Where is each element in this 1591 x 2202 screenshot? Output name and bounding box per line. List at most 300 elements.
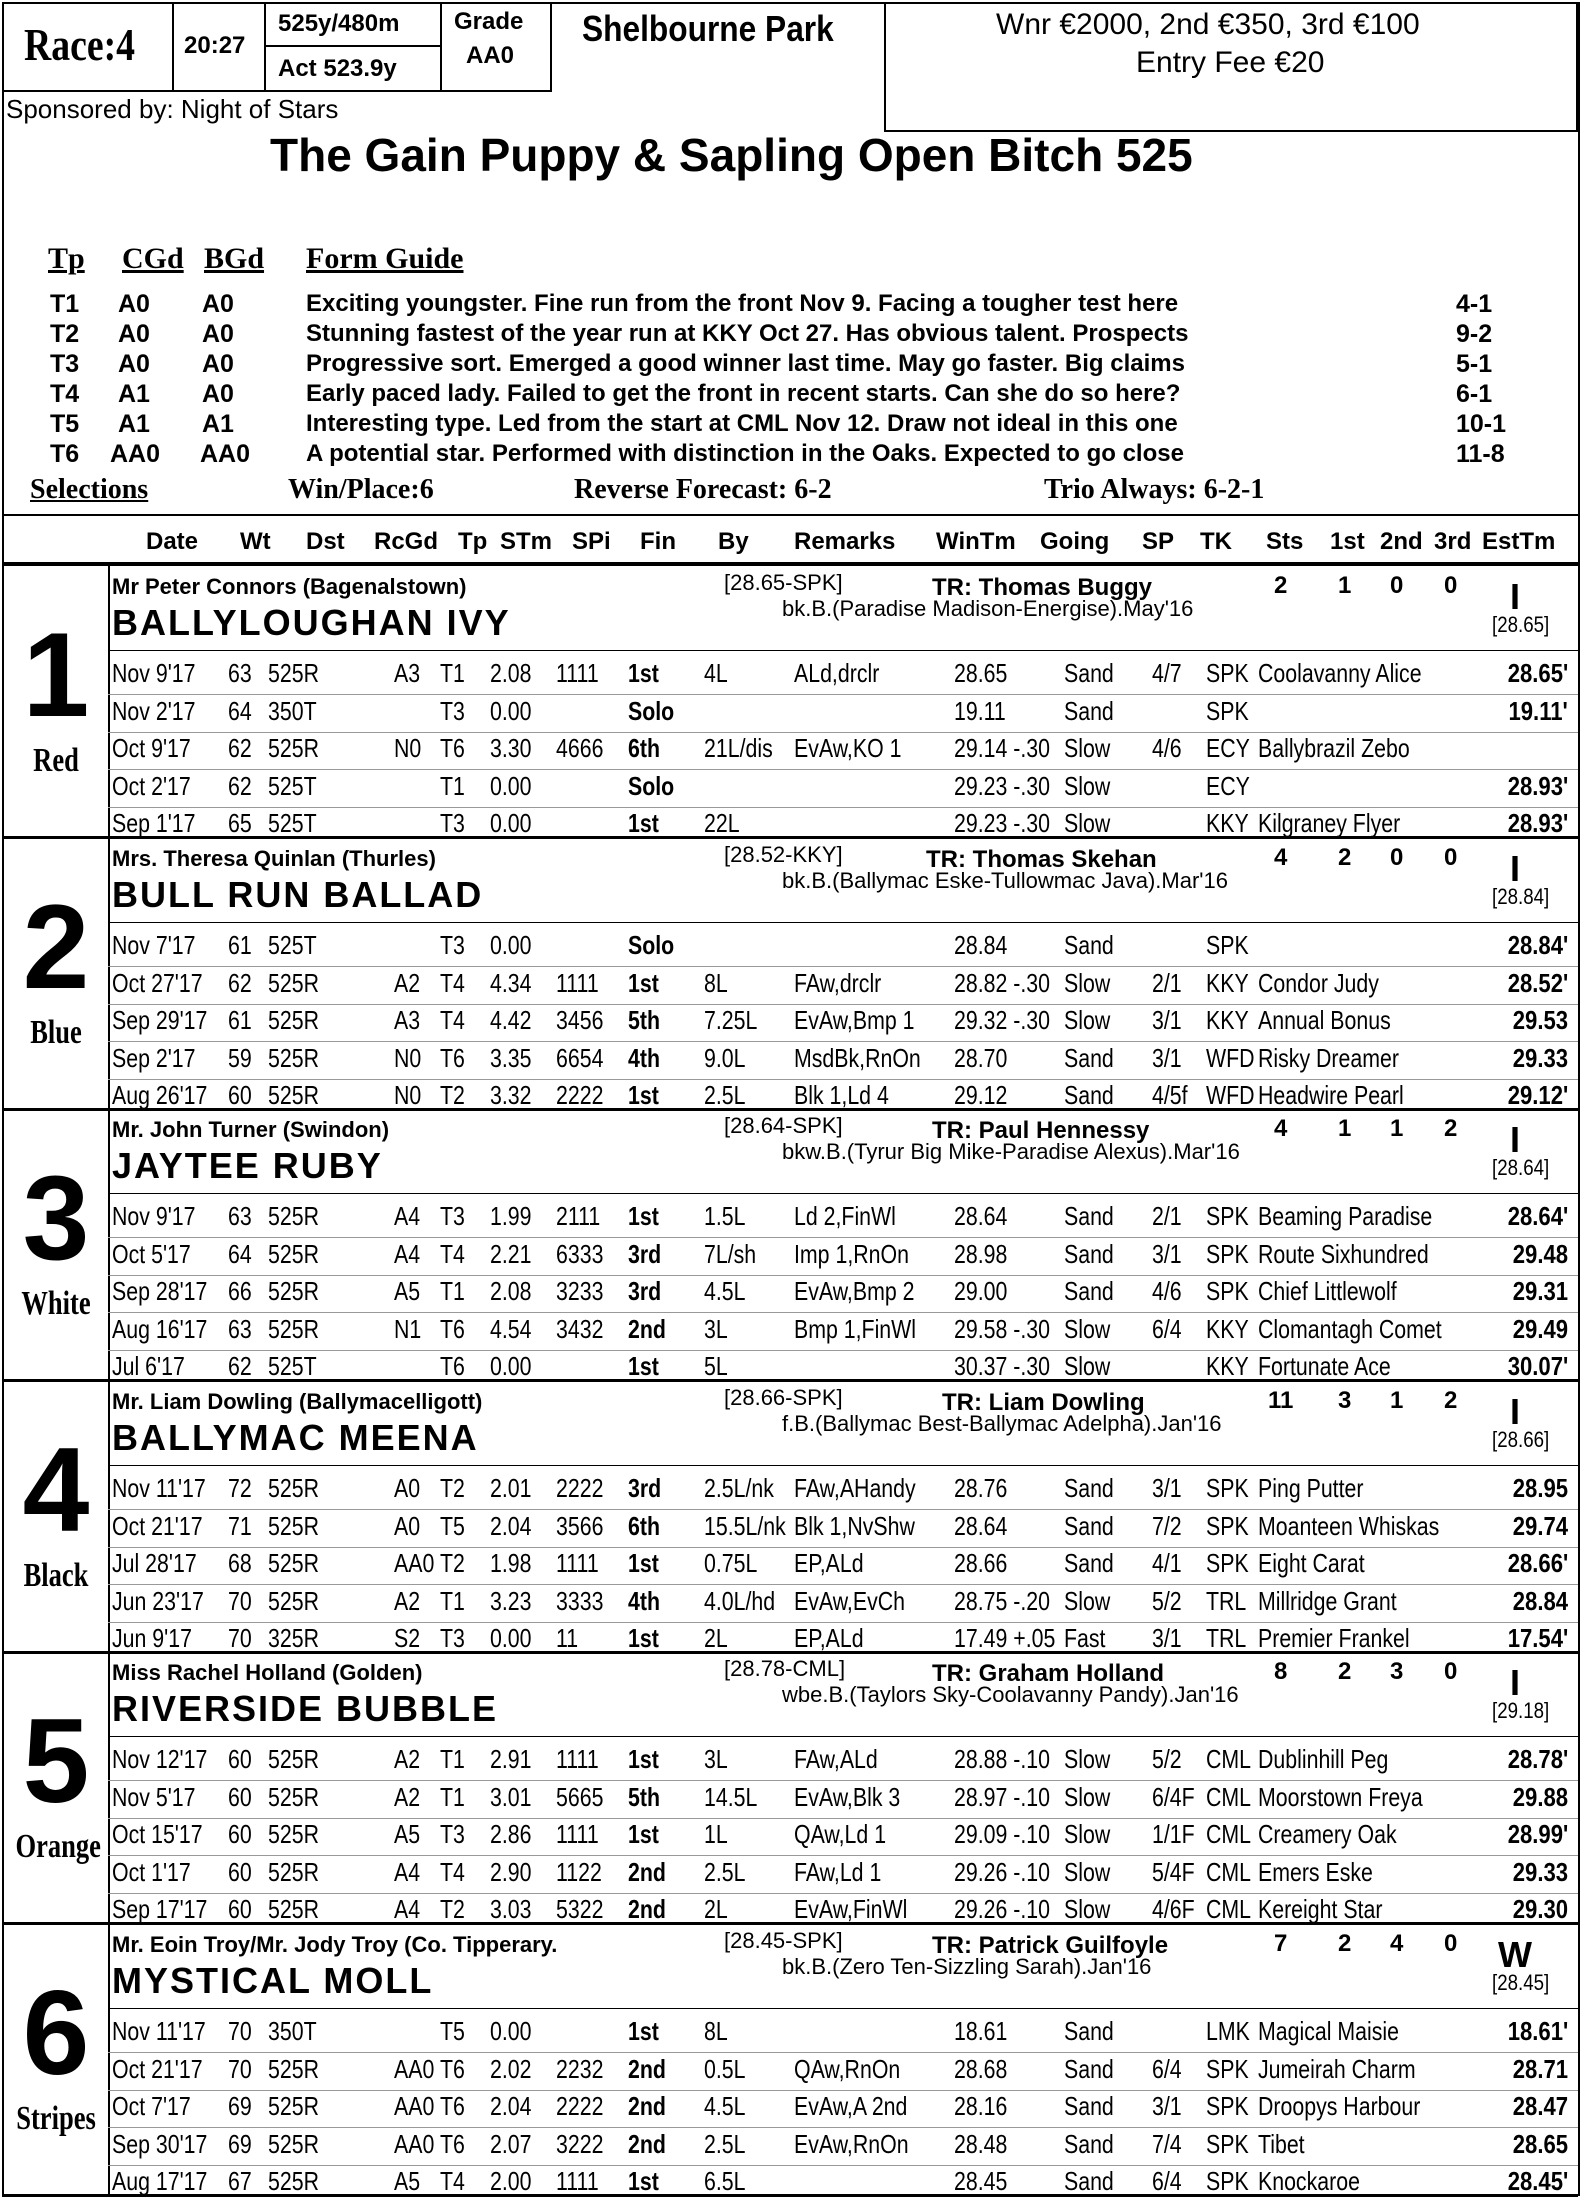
cell-fin: 2nd [628, 2054, 666, 2084]
cell-rcgd: A0 [394, 1473, 421, 1503]
cell-stm: 2.08 [490, 658, 532, 688]
cell-wt: 62 [228, 968, 252, 998]
cell-wt: 63 [228, 1201, 252, 1231]
cell-date: Oct 27'17 [112, 968, 203, 998]
cell-sp: 5/2 [1152, 1586, 1182, 1616]
cell-tk: SPK [1206, 1201, 1249, 1231]
cell-spi: 3456 [556, 1005, 604, 1035]
trap-number: 3 [22, 1151, 90, 1285]
cell-stm: 2.07 [490, 2129, 532, 2159]
est-time-bracket: [28.45] [1492, 1970, 1550, 1995]
cell-dst: 525T [268, 1351, 317, 1381]
fg-text: Progressive sort. Emerged a good winner last time. May go faster. Big claims [306, 350, 1185, 377]
cell-stm: 2.86 [490, 1819, 532, 1849]
cell-sp: 3/1 [1152, 1473, 1182, 1503]
cell-spi: 3222 [556, 2129, 604, 2159]
race-distance: 525y/480m [278, 10, 400, 37]
cell-tk: LMK [1206, 2016, 1250, 2046]
cell-opp: Creamery Oak [1258, 1819, 1397, 1849]
cell-date: Sep 1'17 [112, 808, 196, 838]
cell-by: 15.5L/nk [704, 1511, 786, 1541]
fg-odds: 4-1 [1456, 290, 1493, 318]
runner-name: MYSTICAL MOLL [112, 1960, 434, 2001]
cell-tp: T3 [440, 1819, 465, 1849]
form-mark: I [1510, 1391, 1521, 1432]
cell-tk: SPK [1206, 1511, 1249, 1541]
cell-going: Sand [1064, 2166, 1114, 2196]
cell-going: Sand [1064, 2054, 1114, 2084]
cell-spi: 2222 [556, 2091, 604, 2121]
runner-block [2, 1652, 1578, 1924]
cell-sp: 5/2 [1152, 1744, 1182, 1774]
cell-dst: 525R [268, 733, 319, 763]
cell-opp: Premier Frankel [1258, 1623, 1410, 1653]
col-dst: Dst [306, 528, 345, 555]
row-divider [108, 1855, 1578, 1856]
cell-tk: SPK [1206, 1239, 1249, 1269]
est-time-bracket: [28.65] [1492, 612, 1550, 637]
runner-block [2, 838, 1578, 1110]
cell-rcgd: A4 [394, 1894, 421, 1924]
cell-spi: 2111 [556, 1201, 601, 1231]
breeding: bk.B.(Paradise Madison-Energise).May'16 [782, 596, 1194, 621]
fg-text: Early paced lady. Failed to get the front in recent starts. Can she do so here? [306, 380, 1181, 407]
fg-odds: 6-1 [1456, 380, 1493, 408]
cell-opp: Ping Putter [1258, 1473, 1364, 1503]
grade-value: AA0 [466, 42, 515, 69]
cell-spi: 6654 [556, 1043, 604, 1073]
cell-tp: T3 [440, 1201, 465, 1231]
cell-spi: 4666 [556, 733, 604, 763]
cell-esttm: 28.95 [1512, 1473, 1568, 1503]
cell-rcgd: A5 [394, 1819, 421, 1849]
cell-by: 2L [704, 1894, 728, 1924]
cell-going: Sand [1064, 1511, 1114, 1541]
cell-rem: Ld 2,FinWl [794, 1201, 896, 1231]
distance-cell [264, 2, 442, 47]
fg-tp: T5 [50, 410, 80, 438]
cell-by: 3L [704, 1744, 728, 1774]
cell-rcgd: N0 [394, 1043, 422, 1073]
cell-tk: CML [1206, 1857, 1252, 1887]
best-time: [28.45-SPK] [724, 1928, 843, 1953]
col-fin: Fin [640, 528, 676, 555]
cell-esttm: 28.71 [1512, 2054, 1568, 2084]
cell-fin: Solo [628, 696, 675, 726]
cell-rcgd: A2 [394, 1586, 421, 1616]
cell-date: Sep 17'17 [112, 1894, 208, 1924]
cell-rcgd: A3 [394, 1005, 421, 1035]
trap-color: Stripes [16, 2100, 96, 2137]
fg-cgd: A1 [118, 410, 150, 438]
cell-wt: 59 [228, 1043, 252, 1073]
cell-tk: WFD [1206, 1080, 1255, 1110]
trap-number: 2 [22, 880, 90, 1014]
stat-1st: 1 [1338, 572, 1352, 599]
cell-tp: T1 [440, 1782, 465, 1812]
cell-opp: Coolavanny Alice [1258, 658, 1422, 688]
race-history-row [2, 1782, 1578, 1818]
race-history-row [2, 2016, 1578, 2052]
cell-by: 8L [704, 968, 728, 998]
cell-tp: T4 [440, 968, 465, 998]
race-history-row [2, 2129, 1578, 2165]
cell-date: Jun 23'17 [112, 1586, 204, 1616]
cell-tk: KKY [1206, 968, 1249, 998]
cell-stm: 1.98 [490, 1548, 532, 1578]
cell-rem: FAw,ALd [794, 1744, 878, 1774]
fg-text: Stunning fastest of the year run at KKY Oct 27. Has obvious talent. Prospects [306, 320, 1189, 347]
cell-wt: 67 [228, 2166, 252, 2196]
runner-name: RIVERSIDE BUBBLE [112, 1688, 499, 1729]
cell-sp: 2/1 [1152, 968, 1182, 998]
cell-stm: 0.00 [490, 771, 532, 801]
cell-wintm: 28.66 [954, 1548, 1008, 1578]
cell-esttm: 28.93' [1507, 808, 1568, 838]
cell-date: Oct 2'17 [112, 771, 191, 801]
breeding: bk.B.(Ballymac Eske-Tullowmac Java).Mar'16 [782, 868, 1228, 893]
cell-rem: FAw,AHandy [794, 1473, 916, 1503]
runner-rows-divider [108, 1736, 1578, 1737]
cell-tk: KKY [1206, 1005, 1249, 1035]
owner-name: Miss Rachel Holland (Golden) [112, 1660, 423, 1685]
cell-fin: 1st [628, 658, 659, 688]
cell-spi: 3233 [556, 1276, 604, 1306]
runner-rows-divider [108, 2008, 1578, 2009]
cell-sp: 3/1 [1152, 1043, 1182, 1073]
race-history-row [2, 771, 1578, 807]
cell-by: 5L [704, 1351, 728, 1381]
cell-rcgd: A5 [394, 1276, 421, 1306]
cell-rcgd: N0 [394, 1080, 422, 1110]
cell-by: 7L/sh [704, 1239, 757, 1269]
cell-stm: 3.23 [490, 1586, 532, 1616]
cell-dst: 525R [268, 1201, 319, 1231]
cell-by: 4.0L/hd [704, 1586, 776, 1616]
cell-wt: 64 [228, 1239, 252, 1269]
stat-1st: 2 [1338, 1930, 1352, 1957]
cell-by: 1L [704, 1819, 728, 1849]
fg-bgd: A0 [202, 350, 234, 378]
race-history-row [2, 1276, 1578, 1312]
fg-bgd: A1 [202, 410, 234, 438]
cell-stm: 2.01 [490, 1473, 532, 1503]
fg-cgd: A0 [118, 320, 150, 348]
cell-tp: T4 [440, 1857, 465, 1887]
cell-fin: 2nd [628, 1894, 666, 1924]
reverse-forecast: Reverse Forecast: 6-2 [574, 474, 832, 505]
cell-dst: 525R [268, 968, 319, 998]
runner-name: BALLYMAC MEENA [112, 1417, 479, 1458]
cell-going: Slow [1064, 1744, 1111, 1774]
cell-going: Slow [1064, 968, 1111, 998]
col-2nd: 2nd [1380, 528, 1423, 555]
cell-rem: EvAw,Bmp 1 [794, 1005, 915, 1035]
race-history-row [2, 1548, 1578, 1584]
cell-stm: 2.21 [490, 1239, 532, 1269]
cell-esttm: 29.88 [1512, 1782, 1568, 1812]
fg-tp: T6 [50, 440, 80, 468]
runner-bottom-border [2, 2194, 1578, 2197]
cell-esttm: 28.45' [1507, 2166, 1568, 2196]
owner-name: Mr. Liam Dowling (Ballymacelligott) [112, 1389, 483, 1414]
col-going: Going [1040, 528, 1110, 555]
cell-wt: 62 [228, 1351, 252, 1381]
cell-tp: T3 [440, 696, 465, 726]
form-mark: W [1498, 1934, 1532, 1975]
cell-sp: 6/4 [1152, 2166, 1182, 2196]
cell-going: Slow [1064, 1782, 1111, 1812]
trainer-name: TR: Graham Holland [932, 1660, 1165, 1687]
best-time: [28.66-SPK] [724, 1385, 843, 1410]
cell-wt: 61 [228, 1005, 252, 1035]
cell-wt: 60 [228, 1894, 252, 1924]
race-history-row [2, 1586, 1578, 1622]
stat-sts: 4 [1274, 1115, 1288, 1142]
cell-sp: 5/4F [1152, 1857, 1195, 1887]
cell-opp: Moanteen Whiskas [1258, 1511, 1440, 1541]
cell-dst: 525T [268, 771, 317, 801]
cell-sp: 6/4F [1152, 1782, 1195, 1812]
cell-wt: 60 [228, 1744, 252, 1774]
cell-rem: FAw,drclr [794, 968, 882, 998]
cell-esttm: 28.64' [1507, 1201, 1568, 1231]
cell-tk: SPK [1206, 1276, 1249, 1306]
cell-esttm: 28.84' [1507, 930, 1568, 960]
cell-dst: 525R [268, 1473, 319, 1503]
cell-spi: 2232 [556, 2054, 604, 2084]
cell-wt: 70 [228, 1623, 252, 1653]
owner-name: Mr Peter Connors (Bagenalstown) [112, 574, 467, 599]
cell-date: Oct 21'17 [112, 2054, 203, 2084]
owner-name: Mrs. Theresa Quinlan (Thurles) [112, 846, 436, 871]
cell-fin: 5th [628, 1782, 660, 1812]
race-history-row [2, 1005, 1578, 1041]
cell-dst: 525R [268, 1586, 319, 1616]
cell-wintm: 30.37 -.30 [954, 1351, 1051, 1381]
runner-block [2, 1109, 1578, 1381]
col-3rd: 3rd [1434, 528, 1472, 555]
fg-text: Interesting type. Led from the start at CML Nov 12. Draw not ideal in this one [306, 410, 1178, 437]
cell-by: 7.25L [704, 1005, 758, 1035]
cell-date: Nov 7'17 [112, 930, 196, 960]
cell-date: Nov 2'17 [112, 696, 196, 726]
cell-date: Sep 2'17 [112, 1043, 196, 1073]
stat-3rd: 0 [1444, 1930, 1458, 1957]
prize-money: Wnr €2000, 2nd €350, 3rd €100 [996, 8, 1420, 41]
cell-tk: WFD [1206, 1043, 1255, 1073]
trap-color: White [21, 1285, 91, 1322]
cell-tp: T3 [440, 930, 465, 960]
cell-tp: T2 [440, 1894, 465, 1924]
cell-opp: Emers Eske [1258, 1857, 1373, 1887]
cell-fin: 1st [628, 1080, 659, 1110]
cell-wintm: 28.76 [954, 1473, 1008, 1503]
cell-stm: 0.00 [490, 1623, 532, 1653]
cell-fin: 1st [628, 1201, 659, 1231]
cell-dst: 525R [268, 1744, 319, 1774]
fg-header-bgd: BGd [204, 242, 265, 275]
runner-rows-divider [108, 1193, 1578, 1194]
cell-date: Aug 26'17 [112, 1080, 208, 1110]
cell-wintm: 28.64 [954, 1201, 1008, 1231]
cell-going: Sand [1064, 1548, 1114, 1578]
trap-number: 1 [22, 608, 90, 742]
cell-date: Nov 9'17 [112, 658, 196, 688]
cell-dst: 525T [268, 930, 317, 960]
trainer-name: TR: Liam Dowling [942, 1389, 1145, 1416]
cell-date: Jul 6'17 [112, 1351, 185, 1381]
row-divider [108, 2127, 1578, 2128]
cell-wintm: 28.88 -.10 [954, 1744, 1051, 1774]
col-wintm: WinTm [936, 528, 1016, 555]
cell-dst: 525R [268, 1043, 319, 1073]
runner-name: BALLYLOUGHAN IVY [112, 602, 511, 643]
trainer-name: TR: Patrick Guilfoyle [932, 1932, 1169, 1959]
col-sts: Sts [1266, 528, 1304, 555]
cell-esttm: 17.54' [1507, 1623, 1568, 1653]
runner-name: JAYTEE RUBY [112, 1145, 383, 1186]
cell-rem: EvAw,FinWl [794, 1894, 908, 1924]
cell-spi: 5322 [556, 1894, 604, 1924]
cell-tp: T1 [440, 658, 465, 688]
stat-3rd: 0 [1444, 844, 1458, 871]
race-history-row [2, 1239, 1578, 1275]
cell-tp: T6 [440, 733, 465, 763]
cell-rcgd: A3 [394, 658, 421, 688]
stat-1st: 2 [1338, 844, 1352, 871]
cell-going: Sand [1064, 930, 1114, 960]
cell-wintm: 29.26 -.10 [954, 1857, 1051, 1887]
cell-dst: 525R [268, 1239, 319, 1269]
cell-dst: 525R [268, 1894, 319, 1924]
cell-wt: 64 [228, 696, 252, 726]
cell-esttm: 19.11' [1508, 696, 1568, 726]
cell-wintm: 17.49 +.05 [954, 1623, 1056, 1653]
cell-tp: T5 [440, 1511, 465, 1541]
cell-tp: T6 [440, 1043, 465, 1073]
row-divider [108, 694, 1578, 695]
cell-wintm: 19.11 [954, 696, 1006, 726]
cell-sp: 3/1 [1152, 1623, 1182, 1653]
cell-wintm: 29.12 [954, 1080, 1008, 1110]
cell-wt: 66 [228, 1276, 252, 1306]
cell-spi: 11 [556, 1623, 579, 1653]
fg-bgd: A0 [202, 320, 234, 348]
best-time: [28.78-CML] [724, 1656, 846, 1681]
cell-tk: ECY [1206, 733, 1250, 763]
win-place: Win/Place:6 [288, 474, 434, 505]
cell-wt: 69 [228, 2091, 252, 2121]
breeding: bk.B.(Zero Ten-Sizzling Sarah).Jan'16 [782, 1954, 1152, 1979]
cell-rem: QAw,Ld 1 [794, 1819, 887, 1849]
cell-sp: 4/6F [1152, 1894, 1195, 1924]
cell-tk: SPK [1206, 930, 1249, 960]
cell-rcgd: A2 [394, 968, 421, 998]
cell-esttm: 29.31 [1512, 1276, 1568, 1306]
cell-going: Sand [1064, 2129, 1114, 2159]
cell-tp: T4 [440, 1239, 465, 1269]
cell-wintm: 28.82 -.30 [954, 968, 1051, 998]
cell-by: 9.0L [704, 1043, 746, 1073]
cell-date: Sep 30'17 [112, 2129, 208, 2159]
cell-rem: QAw,RnOn [794, 2054, 901, 2084]
cell-opp: Headwire Pearl [1258, 1080, 1404, 1110]
cell-wt: 69 [228, 2129, 252, 2159]
cell-date: Jul 28'17 [112, 1548, 197, 1578]
cell-dst: 525T [268, 808, 317, 838]
fg-bgd: AA0 [200, 440, 251, 468]
cell-tk: CML [1206, 1782, 1252, 1812]
cell-rem: Imp 1,RnOn [794, 1239, 909, 1269]
breeding: bkw.B.(Tyrur Big Mike-Paradise Alexus).Mar'16 [782, 1139, 1240, 1164]
cell-wintm: 28.98 [954, 1239, 1008, 1269]
cell-sp: 4/5f [1152, 1080, 1188, 1110]
cell-fin: 2nd [628, 2091, 666, 2121]
cell-going: Slow [1064, 1351, 1111, 1381]
cell-esttm: 30.07' [1507, 1351, 1568, 1381]
cell-tk: KKY [1206, 1351, 1249, 1381]
cell-going: Slow [1064, 1005, 1111, 1035]
cell-tk: KKY [1206, 1314, 1249, 1344]
fg-bgd: A0 [202, 290, 234, 318]
stat-sts: 7 [1274, 1930, 1288, 1957]
cell-fin: 1st [628, 1548, 659, 1578]
cell-wt: 60 [228, 1857, 252, 1887]
cell-dst: 350T [268, 696, 317, 726]
stat-2nd: 1 [1390, 1115, 1404, 1142]
cell-esttm: 29.49 [1512, 1314, 1568, 1344]
race-time: 20:27 [184, 32, 246, 59]
cell-esttm: 28.47 [1512, 2091, 1568, 2121]
divider-selections [2, 514, 1578, 516]
race-history-row [2, 1857, 1578, 1893]
cell-sp: 7/2 [1152, 1511, 1182, 1541]
row-divider [108, 1509, 1578, 1510]
cell-opp: Fortunate Ace [1258, 1351, 1391, 1381]
cell-rcgd: AA0 [394, 2054, 435, 2084]
fg-odds: 11-8 [1456, 440, 1505, 468]
cell-wintm: 28.16 [954, 2091, 1008, 2121]
cell-sp: 7/4 [1152, 2129, 1182, 2159]
cell-opp: Annual Bonus [1258, 1005, 1391, 1035]
cell-dst: 525R [268, 2054, 319, 2084]
cell-spi: 5665 [556, 1782, 604, 1812]
cell-dst: 525R [268, 2091, 319, 2121]
cell-tk: SPK [1206, 658, 1249, 688]
cell-esttm: 29.48 [1512, 1239, 1568, 1269]
fg-tp: T2 [50, 320, 80, 348]
col-stm: STm [500, 528, 553, 555]
cell-stm: 3.32 [490, 1080, 532, 1110]
col-remarks: Remarks [794, 528, 896, 555]
est-time-bracket: [28.84] [1492, 884, 1550, 909]
col-tp: Tp [458, 528, 488, 555]
cell-tp: T2 [440, 1548, 465, 1578]
cell-sp: 4/1 [1152, 1548, 1182, 1578]
est-time-bracket: [28.64] [1492, 1155, 1550, 1180]
cell-date: Oct 15'17 [112, 1819, 203, 1849]
cell-going: Sand [1064, 1080, 1114, 1110]
cell-going: Slow [1064, 1857, 1111, 1887]
best-time: [28.52-KKY] [724, 842, 843, 867]
entry-fee: Entry Fee €20 [1136, 46, 1325, 79]
cell-wintm: 28.70 [954, 1043, 1008, 1073]
cell-going: Slow [1064, 1314, 1111, 1344]
cell-wt: 63 [228, 1314, 252, 1344]
cell-wintm: 29.09 -.10 [954, 1819, 1051, 1849]
cell-opp: Moorstown Freya [1258, 1782, 1423, 1812]
